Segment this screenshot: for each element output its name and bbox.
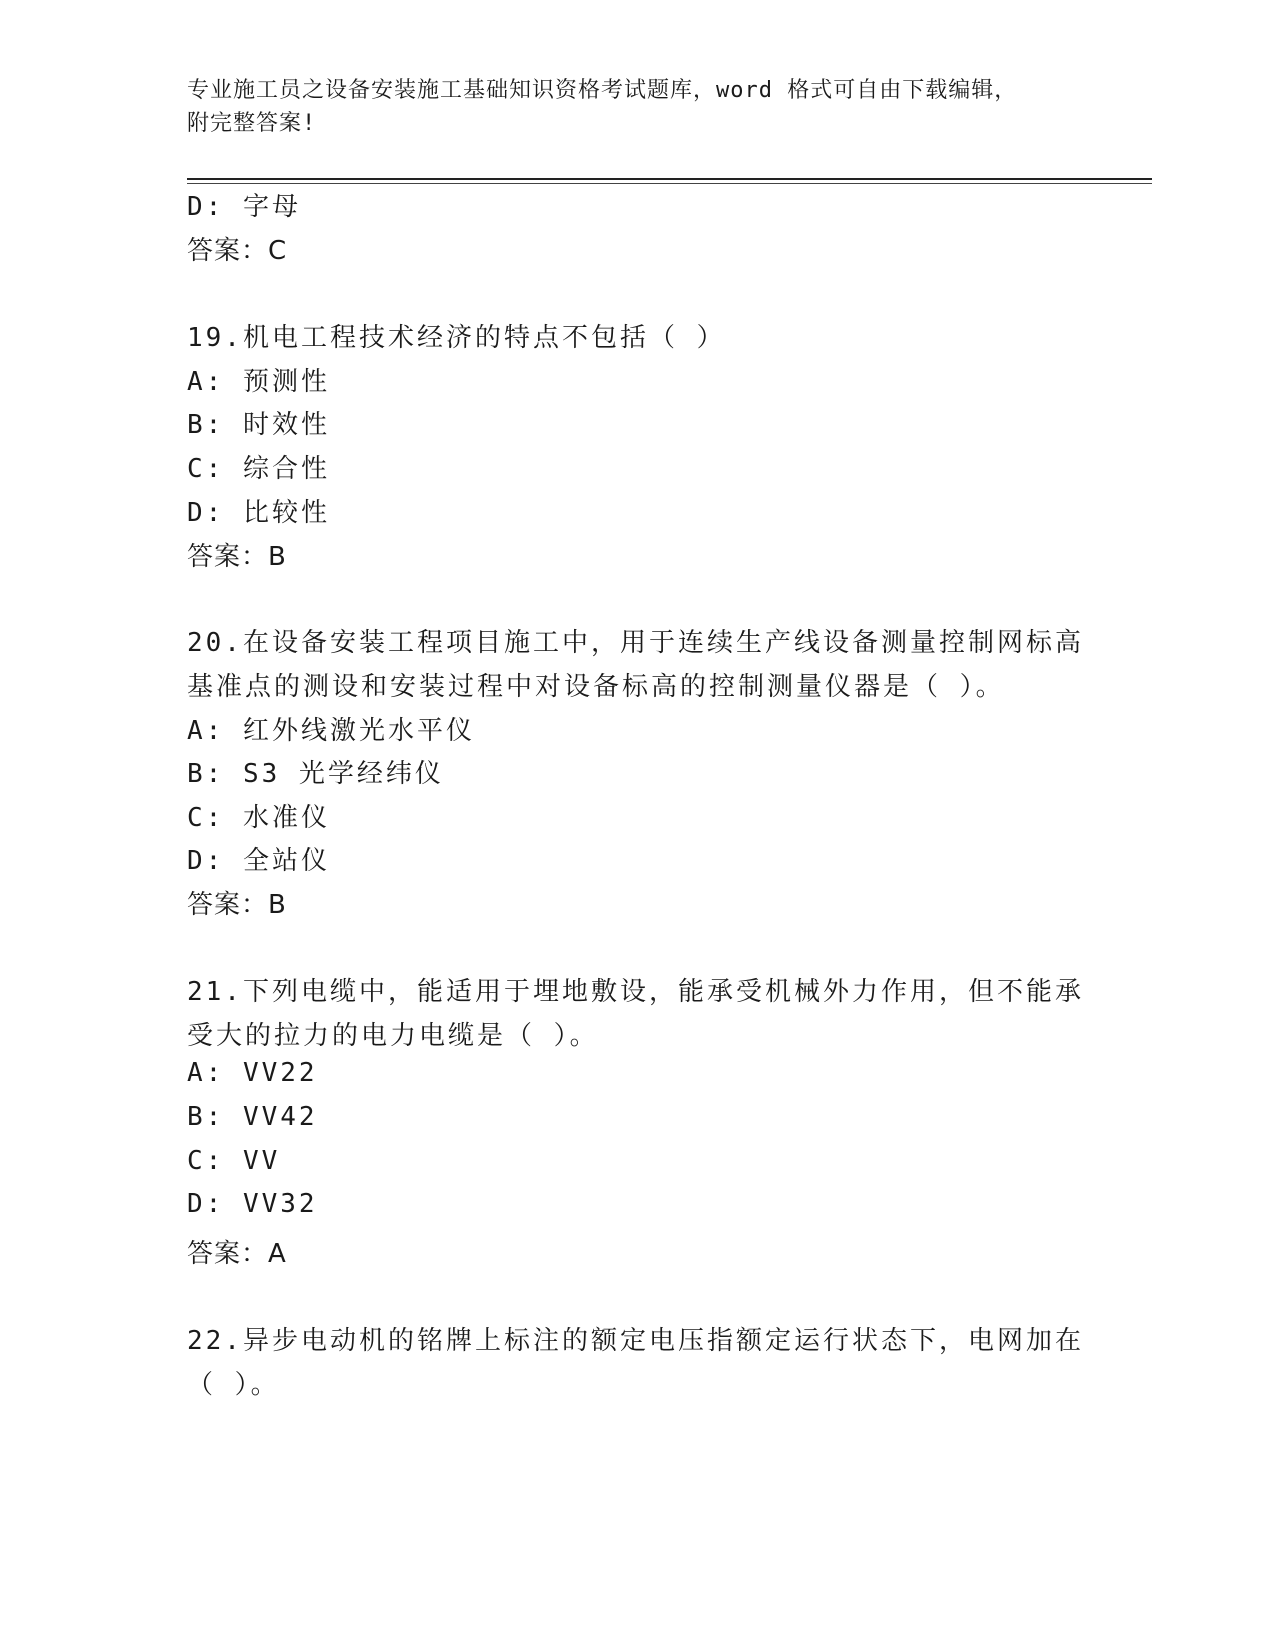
header-line-2: 附完整答案!	[187, 111, 317, 136]
header-divider-thin	[187, 183, 1152, 184]
answer-line: 答案：B	[187, 890, 287, 920]
question-stem-cont: 基准点的测设和安装过程中对设备标高的控制测量仪器是（ ）。	[187, 672, 1005, 702]
option-c: C: 水准仪	[187, 803, 330, 833]
answer-line: 答案：B	[187, 542, 287, 572]
option-b: B: VV42	[187, 1102, 318, 1132]
question-stem: 19.机电工程技术经济的特点不包括（ ）	[187, 323, 726, 353]
question-stem: 22.异步电动机的铭牌上标注的额定电压指额定运行状态下，电网加在	[187, 1326, 1084, 1356]
option-d: D: 字母	[187, 192, 301, 222]
option-d: D: 全站仪	[187, 846, 330, 876]
question-stem: 20.在设备安装工程项目施工中，用于连续生产线设备测量控制网标高	[187, 628, 1084, 658]
answer-line: 答案：C	[187, 236, 288, 266]
option-d: D: VV32	[187, 1189, 318, 1219]
header-divider-thick	[187, 178, 1152, 180]
option-b: B: 时效性	[187, 410, 330, 440]
option-b: B: S3 光学经纬仪	[187, 759, 444, 789]
option-a: A: 红外线激光水平仪	[187, 716, 475, 746]
question-stem-cont: 受大的拉力的电力电缆是（ ）。	[187, 1021, 599, 1051]
option-d: D: 比较性	[187, 498, 330, 528]
document-header	[187, 74, 1067, 140]
answer-line: 答案：A	[187, 1239, 287, 1269]
option-a: A: VV22	[187, 1058, 318, 1088]
header-line-1: 专业施工员之设备安装施工基础知识资格考试题库，word 格式可自由下载编辑，	[187, 78, 1018, 103]
question-stem: 21.下列电缆中，能适用于埋地敷设，能承受机械外力作用，但不能承	[187, 977, 1084, 1007]
question-stem-cont: （ ）。	[187, 1370, 280, 1400]
option-c: C: VV	[187, 1146, 281, 1176]
option-c: C: 综合性	[187, 454, 330, 484]
option-a: A: 预测性	[187, 367, 330, 397]
